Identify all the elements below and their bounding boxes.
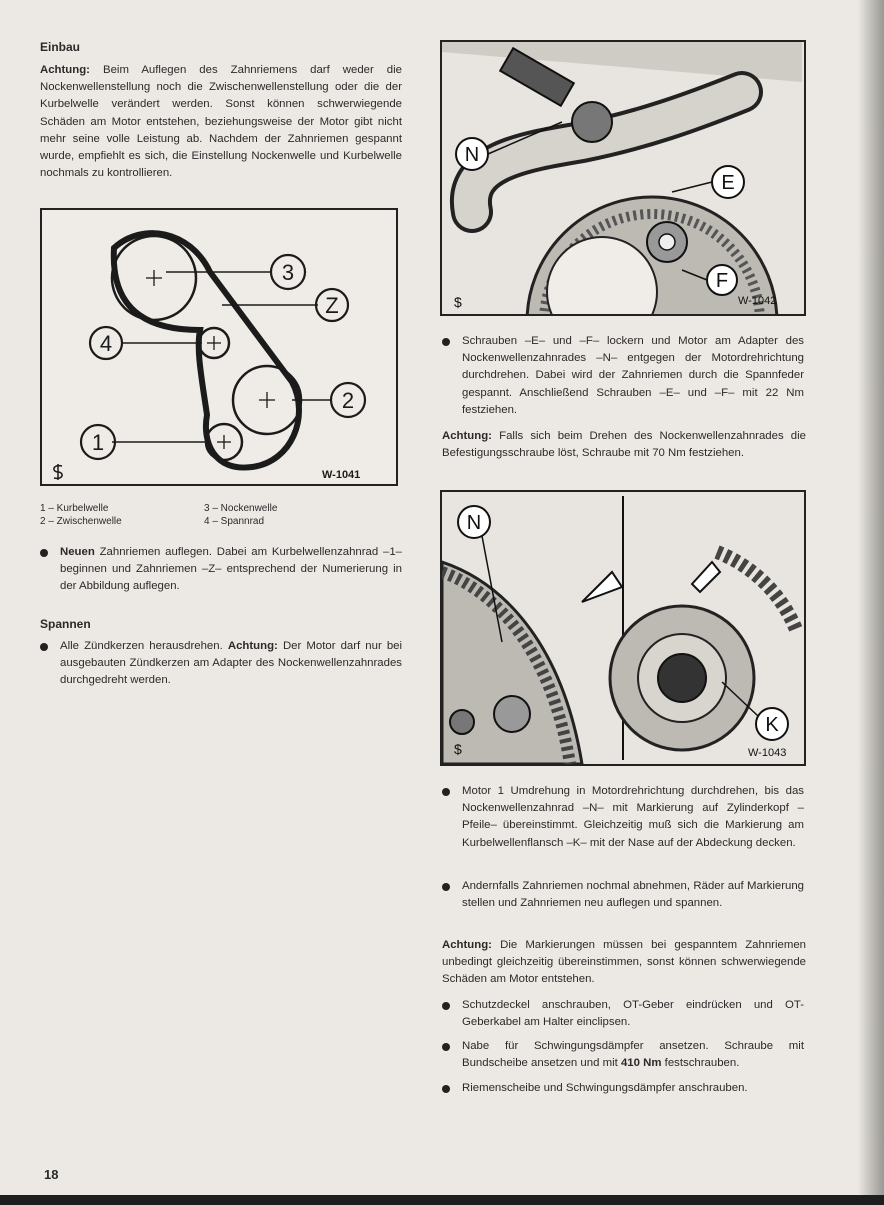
- bullet-nabe: [440, 1038, 804, 1072]
- bullet-neuen: [38, 544, 402, 596]
- bullet-spannen: [38, 638, 402, 690]
- figure-code-w1042: W-1042: [738, 295, 777, 307]
- bullet-schutzdeckel: Schutzdeckel anschrauben, OT-Geber eindrücken und OT-Geberkabel am Halter einclipsen.: [440, 997, 804, 1031]
- achtung-label-3: Achtung:: [442, 939, 492, 951]
- notice-symbol-icon-2: $: [454, 741, 462, 757]
- spannen-achtung-text: Der Motor darf nur bei ausgebauten Zündkerzen am Adapter des Nockenwellenzahnrades durchgedreht werden.: [60, 640, 403, 687]
- label-k: K: [765, 714, 779, 736]
- photo-w1043-svg: [442, 492, 804, 764]
- notice-symbol-icon: [54, 464, 62, 480]
- legend-item-2: 2 – Zwischenwelle: [40, 516, 122, 527]
- spannen-text: Alle Zündkerzen herausdrehen.: [60, 640, 223, 652]
- label-z: Z: [325, 293, 339, 318]
- photo-figure-w1043: [440, 490, 806, 766]
- legend-item-1: 1 – Kurbelwelle: [40, 503, 109, 514]
- timing-belt-svg: [42, 210, 396, 484]
- label-1: 1: [91, 430, 105, 455]
- label-4: 4: [99, 331, 113, 356]
- scan-edge-shadow: [858, 0, 884, 1205]
- achtung-markierungen: [442, 937, 806, 989]
- neuen-label: Neuen: [60, 546, 95, 558]
- nabe-text-a: Nabe für Schwingungsdämpfer ansetzen. Schraube mit Bundscheibe ansetzen und mit: [462, 1040, 804, 1070]
- label-n: N: [464, 144, 480, 166]
- figure-code-w1043: W-1043: [748, 747, 787, 759]
- achtung-text: Beim Auflegen des Zahnriemens darf weder die Nockenwellenstellung noch die Zwischenwellenstellung oder die der Kurbelwelle verändert werden. Sonst können schwerwiegende Schäden am Motor entstehen, beziehungsweise der Motor gibt nicht mehr seine volle Leistung ab. Nachdem der Zahnriemen gespannt wurde, empfiehlt es sich, die Einstellung Nockenwelle und Kurbelwelle nochmals zu kontrollieren.: [40, 64, 402, 180]
- einbau-achtung-paragraph: [40, 62, 402, 182]
- einbau-heading: Einbau: [40, 40, 81, 54]
- bullet-riemenscheibe: Riemenscheibe und Schwingungsdämpfer anschrauben.: [440, 1080, 804, 1097]
- achtung-text-3: Die Markierungen müssen bei gespanntem Zahnriemen unbedingt gleichzeitig übereinstimmen, sonst können schwerwiegende Schäden am Motor entstehen.: [442, 939, 806, 986]
- notice-symbol-icon: $: [454, 294, 462, 310]
- bottom-edge: [0, 1195, 884, 1205]
- bullet-andernfalls: Andernfalls Zahnriemen nochmal abnehmen, Räder auf Markierung stellen und Zahnriemen neu auflegen und spannen.: [440, 878, 804, 912]
- legend-item-4: 4 – Spannrad: [204, 516, 265, 527]
- label-2: 2: [341, 388, 355, 413]
- achtung-befestigung: [442, 428, 806, 462]
- timing-belt-diagram: [40, 208, 398, 486]
- bullet-motor-umdrehung: Motor 1 Umdrehung in Motordrehrichtung durchdrehen, bis das Nockenwellenzahnrad –N– mit Markierung auf Zylinderkopf –Pfeile– übereinstimmt. Gleichzeitig muß sich die Markierung am Kurbelwellenflansch –K– mit der Nase auf der Abdeckung decken.: [440, 783, 804, 852]
- spannen-achtung-label: Achtung:: [227, 640, 278, 652]
- label-n-2: N: [466, 512, 482, 534]
- spannen-heading: Spannen: [40, 617, 91, 631]
- label-e: E: [721, 172, 735, 194]
- legend-item-3: 3 – Nockenwelle: [204, 503, 278, 514]
- neuen-text: Zahnriemen auflegen. Dabei am Kurbelwellenzahnrad –1– beginnen und Zahnriemen –Z– entsprechend der Numerierung in der Abbildung auflegen.: [60, 546, 402, 593]
- figure-code-w1041: W-1041: [322, 469, 361, 481]
- photo-figure-w1042: [440, 40, 806, 316]
- label-f: F: [715, 270, 729, 292]
- torque-value: 410 Nm: [620, 1057, 662, 1070]
- bullet-schrauben-lockern: Schrauben –E– und –F– lockern und Motor am Adapter des Nockenwellenzahnrades –N– entgegen der Motordrehrichtung durchdrehen. Dabei wird der Zahnriemen durch die Spannfeder gespannt. Anschließend Schrauben –E– und –F– mit 22 Nm festziehen.: [440, 333, 804, 419]
- achtung-label: Achtung:: [40, 64, 90, 76]
- page-number: 18: [44, 1167, 59, 1182]
- nabe-text-b: festschrauben.: [664, 1057, 740, 1070]
- photo-w1042-svg: [442, 42, 804, 314]
- achtung-label-2: Achtung:: [442, 430, 492, 442]
- achtung-text-2: Falls sich beim Drehen des Nockenwellenzahnrades die Befestigungsschraube löst, Schraube mit 70 Nm festziehen.: [442, 430, 806, 460]
- label-3: 3: [281, 260, 295, 285]
